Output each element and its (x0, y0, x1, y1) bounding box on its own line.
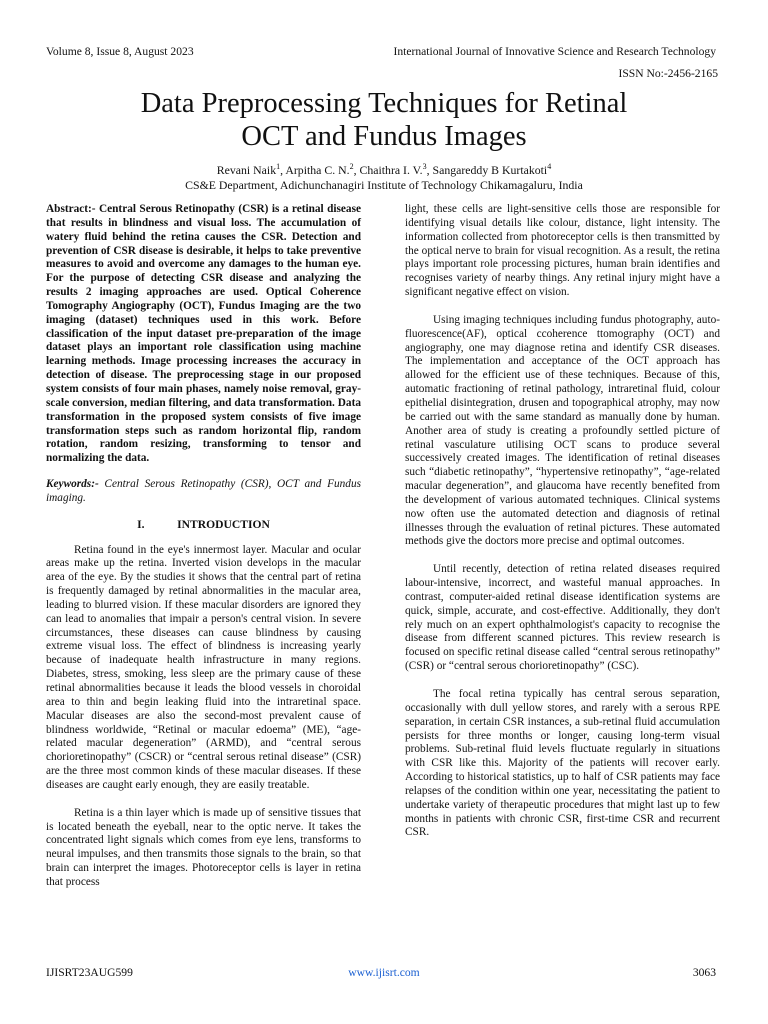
paper-title-line-1: Data Preprocessing Techniques for Retinal (140, 88, 628, 119)
author-affiliation-mark: 1 (276, 162, 281, 172)
left-column (46, 203, 361, 890)
keywords (46, 478, 361, 506)
author-affiliation-mark: 3 (422, 162, 427, 172)
body-paragraph: The focal retina typically has central serous separation, occasionally with dull yellow stores, and rarely with a serous RPE separation, in certain CSR instances, a sub-retinal fluid accumulation persists for three months or longer, causing long-term visual problems. Sub-retinal fluid levels fluctuate regularly in situations with CSR like this. Majority of the patients will recover early. According to historical statistics, up to half of CSR patients may face relapses of the condition within one year, necessitating the patient to undertake variety of therapeutic procedures that might last up to few months in patients with chronic CSR, first-time CSR and recurrent CSR. (405, 688, 720, 839)
section-heading (46, 518, 361, 532)
keywords-text: Central Serous Retinopathy (CSR), OCT and Fundus imaging. (46, 478, 361, 504)
paper-id: IJISRT23AUG599 (46, 966, 133, 979)
abstract: Abstract:- Central Serous Retinopathy (CSR) is a retinal disease that results in blindness and visual loss. The accumulation of watery fluid behind the retina causes the CSR. Detection and prevention of CSR disease is desirable, it helps to take preventive measures to avoid and overcome any damages to the human eye. For the purpose of detecting CSR disease and analyzing the results 2 imaging approaches are used. Optical Coherence Tomography Angiography (OCT), Fundus Imaging are the two imaging (dataset) techniques used in this work. Before classification of the input dataset pre-preparation of the image dataset plays an important role classification using machine learning methods. Image processing increases the accuracy in detection of disease. The preprocessing stage in our proposed system consists of four main phases, namely noise removal, gray-scale conversion, median filtering, and data transformation. Data transformation in the proposed system consists of five image transformation steps such as random horizontal flip, random rotation, random resizing, transforming to tensor and normalizing the data. (46, 203, 361, 465)
body-paragraph: Retina is a thin layer which is made up of sensitive tissues that is located beneath the eyeball, near to the optic nerve. It takes the concentrated light signals which comes from eye lens, transforms to neural impulses, and then transmits those signals to the brain, so that brain can interpret the images. Photoreceptor cells is layer in retina that process (46, 806, 361, 888)
paper-title (40, 87, 728, 153)
volume-issue: Volume 8, Issue 8, August 2023 (46, 45, 194, 58)
page-number: 3063 (692, 966, 716, 979)
keywords-label: Keywords:- (46, 478, 99, 491)
author-list (40, 163, 728, 178)
author-separator: , (280, 163, 286, 177)
body-paragraph: Until recently, detection of retina related diseases required labour-intensive, incorrect, and wasteful manual approaches. In contrast, computer-aided retinal disease identification systems are quick, simple, accurate, and cost-effective. Additionally, they don't rely much on an expert ophthalmologist's capacity to recognise the disease from different scanned pictures. This review research is focused on specific retinal disease called “central serous retinopathy” (CSR) or “central serous chorioretinopathy” (CSC). (405, 563, 720, 673)
author: Revani Naik (216, 163, 277, 177)
journal-name: International Journal of Innovative Science and Research Technology (393, 45, 716, 58)
paper-title-line-2: OCT and Fundus Images (241, 121, 527, 152)
body-paragraph: Using imaging techniques including fundus photography, auto-fluorescence(AF), optical ccoherence ttomography (OCT) and angiography, one may diagnose retina and identify CSR diseases. The implementation and acceptance of the OCT approach has allowed for the efficient use of these techniques. Because of this, automatic fractioning of retinal pathology, intraretinal fluid, colour epithelial disintegration, drusen and topographical atrophy, may now be carried out with the same standard as manually done by human. Another area of study is creating a profoundly settled picture of retinal vasculature utilising OCT scans to produce several successively created images. The identification of retinal diseases such “diabetic retinopathy”, “hypertensive retinopathy”, “age-related macular degeneration”, and glaucoma have recently benefited from the development of various automated techniques. Clinical systems now often use the automated detection and diagnosis of retinal illnesses through the evaluation of retinal pictures. These automated methods give the doctors more precise and optimal outcomes. (405, 313, 720, 548)
author-separator: , (426, 163, 433, 177)
author-affiliation-mark: 4 (547, 162, 552, 172)
journal-website-link[interactable]: www.ijisrt.com (348, 966, 420, 979)
body-paragraph: Retina found in the eye's innermost layer. Macular and ocular areas make up the retina. Inverted vision develops in the macular area of the eye. By the studies it shows that the central part of retina is frequently damaged by retinal abnormalities in the macular area, leading to blurred vision. If these macular disorders are ignored they can lead to anomalies that impair a person's central vision. In severe circumstances, these diseases can cause blindness by causing extreme visual loss. The effect of blindness is increasing yearly because of inadequate health infrastructure in many regions. Diabetes, stress, smoking, less sleep are the primary cause of these retinal abnormalities because it leads the blood vessels in choroidal area to thin and begin leaking fluid into the intraretinal space. Macular diseases are also the second-most prevalent cause of blindness worldwide, “Retinal or macular edoema” (ME), “age-related macular degeneration” (ARMD), and “central serous chorioretinopathy” (CSCR) or “central serous retinal disease” (CSR) are the three most common kinds of these macular diseases. If these diseases are caught early enough, they are easily treatable. (46, 543, 361, 791)
right-column (405, 203, 720, 840)
author-affiliation-mark: 2 (349, 162, 354, 172)
author-separator: , (353, 163, 360, 177)
author: Sangareddy B Kurtakoti (432, 163, 548, 177)
body-paragraph-continued: light, these cells are light-sensitive cells those are responsible for identifying visual details like colour, distance, light intensity. The information collected from photoreceptor cells is then transmitted by the optical nerve to brain for visual recognition. As a result, the retina plays important role processing pictures, human brain identifies and recognises variety of nearby things. Any retinal injury might have a significant negative effect on vision. (405, 203, 720, 299)
author: Chaithra I. V. (359, 163, 423, 177)
section-title: INTRODUCTION (177, 517, 270, 531)
issn: ISSN No:-2456-2165 (618, 67, 718, 80)
section-number: I. (137, 517, 145, 531)
author: Arpitha C. N. (285, 163, 350, 177)
author-affiliation: CS&E Department, Adichunchanagiri Institute of Technology Chikamagaluru, India (185, 178, 583, 192)
